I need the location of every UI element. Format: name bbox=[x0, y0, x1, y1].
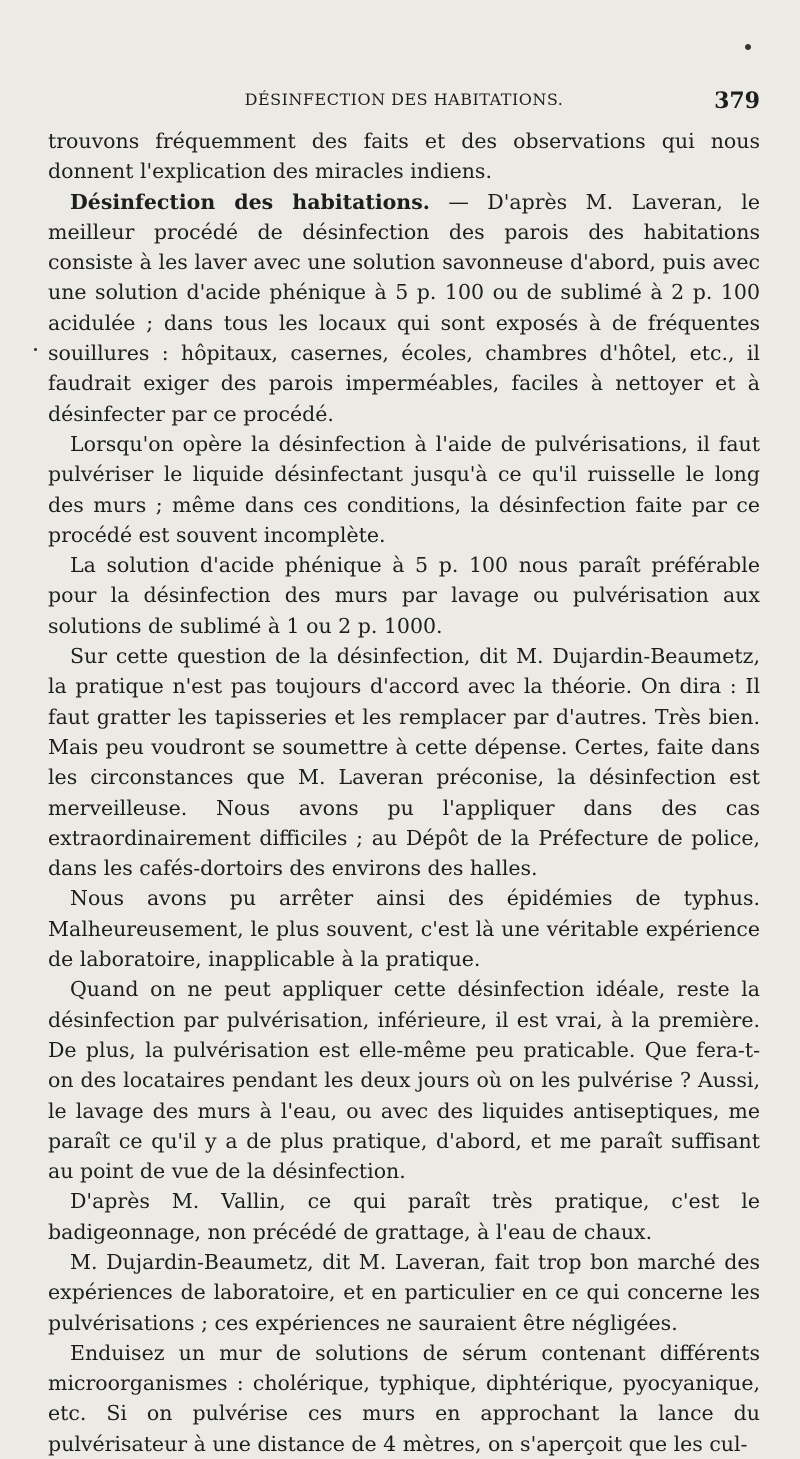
paragraph-text: Lorsqu'on opère la désinfection à l'aide de pulvérisations, il faut pulvériser le liquide désinfectant jusqu'à ce qu'il ruisselle le long des murs ; même dans ces conditions, la désinfection faite par ce procédé est souvent incomplète. bbox=[48, 431, 760, 547]
paragraph-text: La solution d'acide phénique à 5 p. 100 nous paraît préférable pour la désinfection des murs par lavage ou pulvérisation aux solutions de sublimé à 1 ou 2 p. 1000. bbox=[48, 553, 760, 638]
paragraph-text: M. Dujardin-Beaumetz, dit M. Laveran, fait trop bon marché des expériences de laboratoire, et en particulier en ce qui concerne les pulvérisations ; ces expériences ne sauraient être négligées. bbox=[48, 1249, 760, 1335]
running-title: DÉSINFECTION DES HABITATIONS. bbox=[244, 90, 564, 109]
paragraph bbox=[48, 883, 760, 974]
paragraph bbox=[48, 550, 760, 641]
paragraph-text: Quand on ne peut appliquer cette désinfection idéale, reste la désinfection par pulvérisation, inférieure, il est vrai, à la première. De plus, la pulvérisation est elle-même peu praticable. Que fera-t-on des locataires pendant les deux jours où on les pulvérise ? Aussi, le lavage des murs à l'eau, ou avec des liquides antiseptiques, me paraît ce qu'il y a de plus pratique, d'abord, et me paraît suffisant au point de vue de la désinfection. bbox=[48, 977, 760, 1184]
paragraph-text: — D'après M. Laveran, le meilleur procédé de désinfection des parois des habitations consiste à les laver avec une solution savonneuse d'abord, puis avec une solution d'acide phénique à 5 p. 100 ou de sublimé à 2 p. 100 acidulée ; dans tous les locaux qui sont exposés à de fréquentes souillures : hôpitaux, casernes, écoles, chambres d'hôtel, etc., il faudrait exiger des parois imperméables, faciles à nettoyer et à désinfecter par ce procédé. bbox=[48, 189, 760, 426]
page-header bbox=[48, 88, 760, 118]
paragraph-text: trouvons fréquemment des faits et des observations qui nous donnent l'explication des miracles indiens. bbox=[48, 129, 760, 184]
page-number: 379 bbox=[714, 88, 760, 114]
paragraph-text: Enduisez un mur de solutions de sérum contenant différents microorganismes : cholérique, typhique, diphtérique, pyocyanique, etc. Si on pulvérise ces murs en approchant la lance du pulvérisateur à une distance de 4 mètres, on s'aperçoit que les cul- bbox=[48, 1340, 760, 1456]
paragraph bbox=[48, 1338, 760, 1459]
paragraph bbox=[48, 187, 760, 429]
ink-speck bbox=[34, 348, 37, 351]
paragraph bbox=[48, 429, 760, 550]
paragraph-text: Nous avons pu arrêter ainsi des épidémies de typhus. Malheureusement, le plus souvent, c'est là une véritable expérience de laboratoire, inapplicable à la pratique. bbox=[48, 886, 760, 972]
paragraph bbox=[48, 974, 760, 1186]
paragraph-text: D'après M. Vallin, ce qui paraît très pratique, c'est le badigeonnage, non précédé de grattage, à l'eau de chaux. bbox=[48, 1189, 760, 1244]
ink-speck bbox=[745, 44, 751, 50]
paragraph bbox=[48, 1247, 760, 1338]
body-text bbox=[48, 126, 760, 1459]
paragraph bbox=[48, 126, 760, 187]
paragraph-text: Sur cette question de la désinfection, dit M. Dujardin-Beaumetz, la pratique n'est pas toujours d'accord avec la théorie. On dira : Il faut gratter les tapisseries et les remplacer par d'autres. Très bien. Mais peu voudront se soumettre à cette dépense. Certes, faite dans les circonstances que M. Laveran préconise, la désinfection est merveilleuse. Nous avons pu l'appliquer dans des cas extraordinairement difficiles ; au Dépôt de la Préfecture de police, dans les cafés-dortoirs des environs des halles. bbox=[48, 644, 760, 881]
section-heading: Désinfection des habitations. bbox=[70, 189, 430, 214]
paragraph bbox=[48, 641, 760, 883]
paragraph bbox=[48, 1186, 760, 1247]
